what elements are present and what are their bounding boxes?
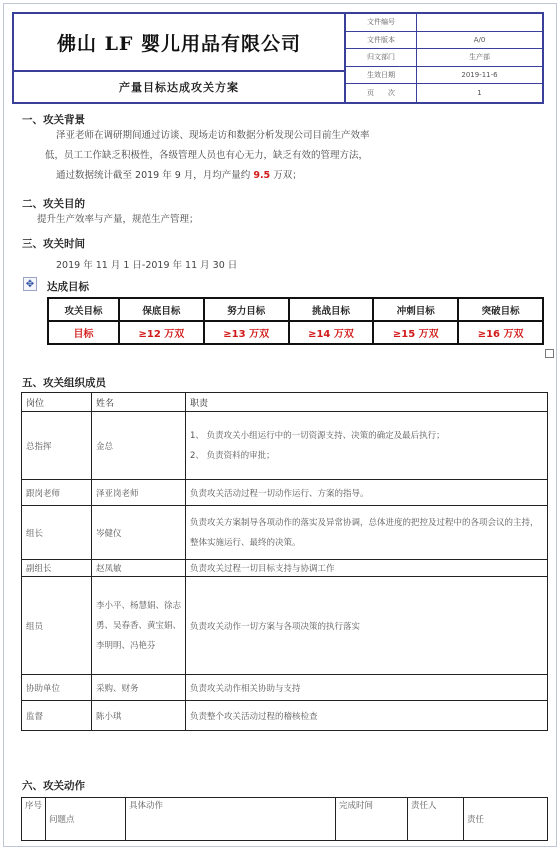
team-resp: 负责攻关方案制导各项动作的落实及异常协调，总体进度的把控及过程中的各项会议的主持，整体实施运行、最终的决策。 xyxy=(186,506,548,560)
meta-value: A/0 xyxy=(473,35,486,44)
team-header-cell: 姓名 xyxy=(92,393,186,412)
team-header-cell: 岗位 xyxy=(22,393,92,412)
team-row xyxy=(22,506,548,560)
meta-key: 文件版本 xyxy=(346,32,417,49)
team-name: 泽亚岗老师 xyxy=(92,480,186,506)
meta-row-department xyxy=(346,49,542,67)
goal-header-cell: 努力目标 xyxy=(204,298,289,321)
team-header-cell: 职责 xyxy=(186,393,548,412)
background-line-1: 泽亚老师在调研期间通过访谈、现场走访和数据分析发现公司目前生产效率 xyxy=(56,130,370,141)
resp-item: 1、 负责攻关小组运行中的一切资源支持、决策的确定及最后执行； xyxy=(190,430,445,441)
team-resp xyxy=(186,412,548,480)
goal-value-cell: ≥15 万双 xyxy=(373,321,458,344)
background-line-3-post: 万双； xyxy=(270,170,302,181)
team-role: 跟岗老师 xyxy=(22,480,92,506)
section-title-team: 五、攻关组织成员 xyxy=(22,377,106,389)
actions-header-cell: 完成时间 xyxy=(336,798,408,841)
goal-row-label: 目标 xyxy=(48,321,119,344)
team-role: 组长 xyxy=(22,506,92,560)
team-row xyxy=(22,480,548,506)
purpose-text: 提升生产效率与产量，规范生产管理； xyxy=(37,214,199,225)
move-icon[interactable]: ✥ xyxy=(23,277,37,291)
team-role: 总指挥 xyxy=(22,412,92,480)
goal-header-row xyxy=(48,298,543,321)
goal-value-cell: ≥13 万双 xyxy=(204,321,289,344)
goal-header-cell: 挑战目标 xyxy=(289,298,374,321)
background-line-3-pre: 通过数据统计截至 2019 年 9 月，月均产量约 xyxy=(56,170,254,181)
team-resp: 负责攻关动作一切方案与各项决策的执行落实 xyxy=(186,577,548,675)
team-role: 监督 xyxy=(22,701,92,731)
team-name: 采购、财务 xyxy=(92,675,186,701)
background-line-3 xyxy=(56,166,302,186)
team-resp: 负责整个攻关活动过程的稽核检查 xyxy=(186,701,548,731)
meta-value: 1 xyxy=(477,89,482,98)
meta-row-doc-version xyxy=(346,32,542,50)
team-header-row xyxy=(22,393,548,412)
document-meta xyxy=(346,14,542,102)
team-name: 岑健仪 xyxy=(92,506,186,560)
actions-header-cell: 序号 xyxy=(22,798,46,841)
background-line-2: 低，员工工作缺乏积极性，各级管理人员也有心无力，缺乏有效的管理方法， xyxy=(45,150,369,161)
team-name: 赵凤敏 xyxy=(92,560,186,577)
goal-value-cell: ≥16 万双 xyxy=(458,321,543,344)
team-row xyxy=(22,412,548,480)
actions-header-row xyxy=(22,798,548,841)
meta-value xyxy=(417,14,542,31)
goal-value-row xyxy=(48,321,543,344)
team-resp: 负责攻关动作相关协助与支持 xyxy=(186,675,548,701)
meta-row-page xyxy=(346,84,542,102)
actions-header-cell: 问题点 xyxy=(46,798,126,841)
section-title-background: 一、攻关背景 xyxy=(22,114,85,126)
team-row xyxy=(22,675,548,701)
goal-value-cell: ≥12 万双 xyxy=(119,321,204,344)
team-name: 金总 xyxy=(92,412,186,480)
team-role: 组员 xyxy=(22,577,92,675)
meta-value: 2019-11-6 xyxy=(461,71,498,80)
team-table xyxy=(21,392,548,731)
meta-key: 归文部门 xyxy=(346,49,417,66)
section-title-actions: 六、攻关动作 xyxy=(22,780,85,792)
actions-header-cell: 责任人 xyxy=(408,798,464,841)
meta-key: 页 次 xyxy=(346,84,417,102)
goal-header-cell: 冲刺目标 xyxy=(373,298,458,321)
goal-header-cell: 保底目标 xyxy=(119,298,204,321)
team-row xyxy=(22,701,548,731)
meta-value: 生产部 xyxy=(469,53,490,62)
section-title-goals: 达成目标 xyxy=(47,281,89,293)
meta-key: 文件编号 xyxy=(346,14,417,31)
meta-row-doc-number xyxy=(346,14,542,32)
goal-table xyxy=(47,297,544,345)
monthly-output-value: 9.5 xyxy=(253,170,271,181)
section-title-time: 三、攻关时间 xyxy=(22,238,85,250)
team-role: 协助单位 xyxy=(22,675,92,701)
section-title-purpose: 二、攻关目的 xyxy=(22,198,85,210)
team-resp: 负责攻关过程一切目标支持与协调工作 xyxy=(186,560,548,577)
goal-header-cell: 突破目标 xyxy=(458,298,543,321)
actions-header-cell: 具体动作 xyxy=(126,798,336,841)
document-header xyxy=(12,12,544,104)
team-resp: 负责攻关活动过程一切动作运行、方案的指导。 xyxy=(186,480,548,506)
team-row xyxy=(22,560,548,577)
team-row xyxy=(22,577,548,675)
table-resize-handle[interactable] xyxy=(545,349,554,358)
goal-header-cell: 攻关目标 xyxy=(48,298,119,321)
resp-item: 2、 负责资料的审批； xyxy=(190,450,275,461)
actions-table xyxy=(21,797,548,841)
resp-list xyxy=(190,426,543,466)
meta-row-effective-date xyxy=(346,67,542,85)
team-role: 副组长 xyxy=(22,560,92,577)
plan-title: 产量目标达成攻关方案 xyxy=(119,81,239,94)
time-text: 2019 年 11 月 1 日-2019 年 11 月 30 日 xyxy=(56,260,238,271)
meta-key: 生效日期 xyxy=(346,67,417,84)
team-name: 陈小琪 xyxy=(92,701,186,731)
actions-header-cell: 责任 xyxy=(464,798,548,841)
goal-value-cell: ≥14 万双 xyxy=(289,321,374,344)
team-name: 李小平、杨慧娟、徐志勇、吴春香、黄宝娟、李明明、冯艳芬 xyxy=(92,577,186,675)
company-name: 佛山 LF 婴儿用品有限公司 xyxy=(56,32,302,55)
